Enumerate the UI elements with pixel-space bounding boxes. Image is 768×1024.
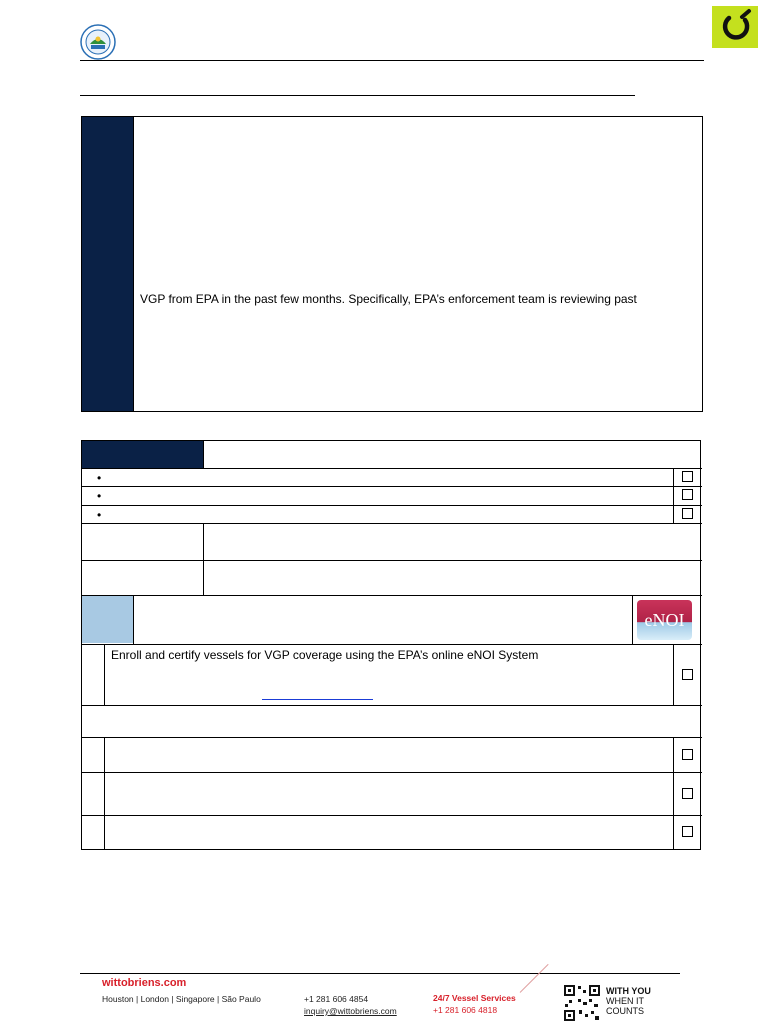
col-divider	[133, 595, 134, 644]
col-divider	[104, 644, 105, 705]
row-divider	[82, 705, 702, 706]
checkbox[interactable]	[682, 826, 693, 837]
checkbox[interactable]	[682, 749, 693, 760]
tagline-line-1: WITH YOU	[606, 986, 651, 996]
alert-divider	[133, 117, 134, 411]
tagline-line-3: COUNTS	[606, 1006, 644, 1016]
row-divider	[82, 644, 702, 645]
epa-seal-icon	[80, 24, 116, 60]
list-bullet: •	[97, 508, 102, 522]
checkbox[interactable]	[682, 788, 693, 799]
enroll-instruction: Enroll and certify vessels for VGP coverage using the EPA’s online eNOI System	[111, 648, 539, 662]
footer-slash-decoration	[520, 964, 549, 993]
col-divider	[673, 468, 674, 523]
col-divider	[203, 523, 204, 595]
enoi-logo: eNOI	[637, 600, 692, 640]
footer-rule	[80, 973, 680, 974]
col-divider	[632, 595, 633, 644]
header-rule	[80, 60, 704, 61]
row-divider	[82, 560, 702, 561]
col-divider	[104, 737, 105, 850]
col-divider	[673, 737, 674, 850]
col-divider	[673, 644, 674, 705]
checkbox[interactable]	[682, 471, 693, 482]
checkbox[interactable]	[682, 669, 693, 680]
vessel-services-label: 24/7 Vessel Services	[433, 993, 516, 1003]
list-bullet: •	[97, 489, 102, 503]
footer-site[interactable]: wittobriens.com	[102, 977, 187, 989]
row-divider	[82, 486, 702, 487]
alert-body-text: VGP from EPA in the past few months. Specifically, EPA’s enforcement team is reviewing past	[140, 292, 637, 306]
row-divider	[82, 815, 702, 816]
checklist-header-cell	[82, 441, 203, 468]
checkbox[interactable]	[682, 489, 693, 500]
row-divider	[82, 523, 702, 524]
checklist-table	[81, 440, 701, 850]
section-accent-cell	[82, 596, 133, 643]
row-divider	[82, 468, 702, 469]
alert-side-bar	[82, 117, 133, 411]
title-rule	[80, 95, 635, 96]
col-divider	[203, 441, 204, 468]
enoi-link[interactable]	[262, 699, 373, 700]
footer-email[interactable]: inquiry@wittobriens.com	[304, 1006, 397, 1016]
row-divider	[82, 505, 702, 506]
footer-cities: Houston | London | Singapore | São Paulo	[102, 994, 261, 1004]
row-divider	[82, 772, 702, 773]
row-divider	[82, 595, 702, 596]
wittobriens-mark-icon	[712, 6, 758, 48]
row-divider	[82, 737, 702, 738]
list-bullet: •	[97, 471, 102, 485]
checkbox[interactable]	[682, 508, 693, 519]
qr-code-icon	[563, 984, 601, 1022]
vessel-services-phone: +1 281 606 4818	[433, 1005, 498, 1015]
footer-phone: +1 281 606 4854	[304, 994, 369, 1004]
alert-box	[81, 116, 703, 412]
tagline-line-2: WHEN IT	[606, 996, 644, 1006]
